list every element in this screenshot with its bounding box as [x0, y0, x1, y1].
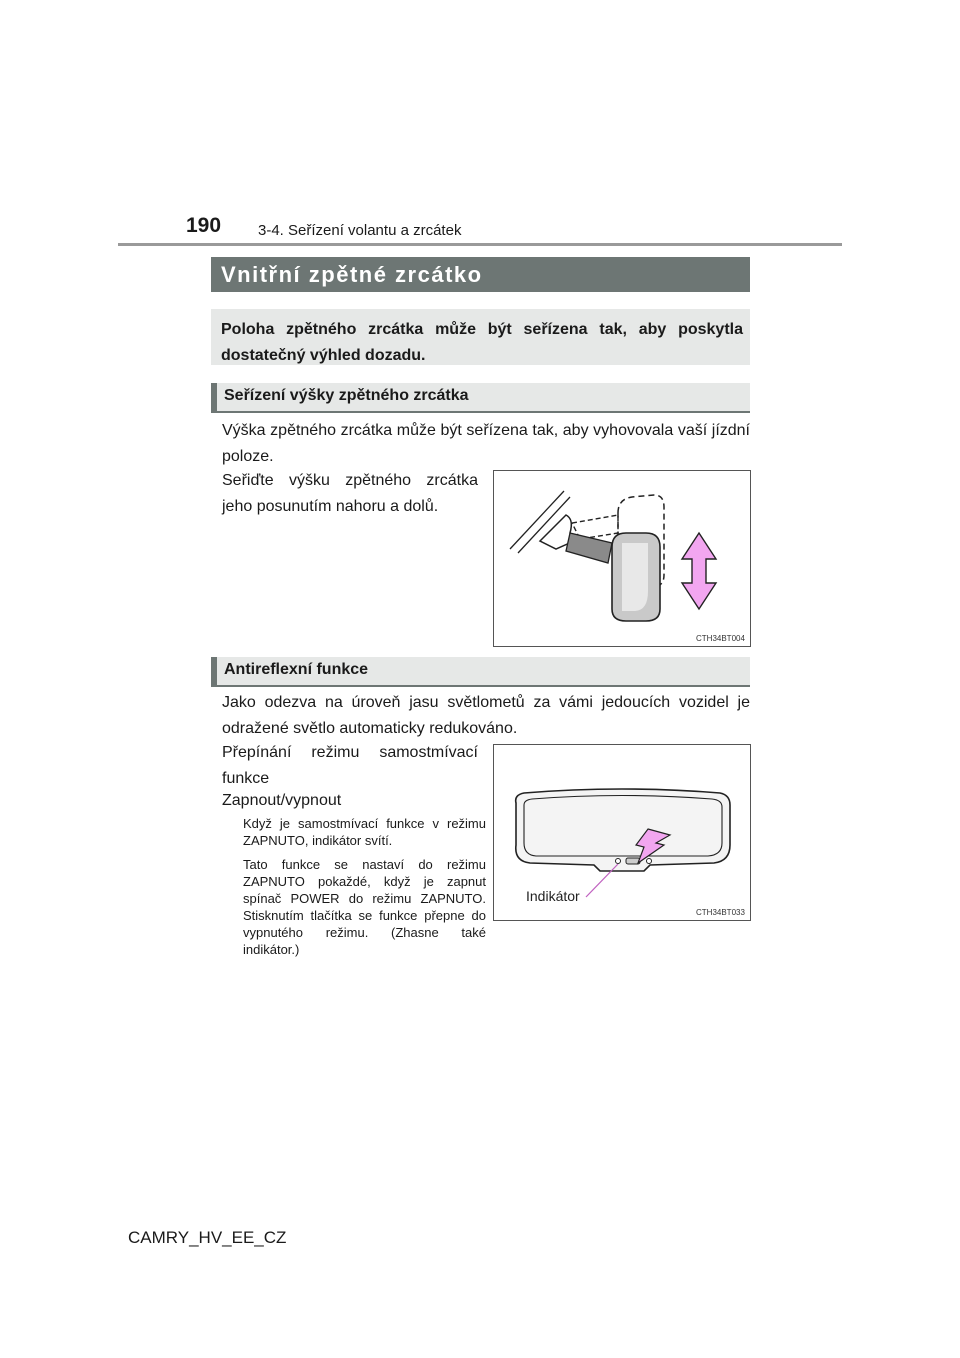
antiglare-on-off: Zapnout/vypnout — [222, 792, 342, 809]
header-divider — [118, 243, 842, 246]
antiglare-note-indicator: Když je samostmívací funkce v režimu ZAPNUTO, indikátor svítí. — [243, 816, 486, 848]
section-breadcrumb: 3-4. Seřízení volantu a zrcátek — [258, 222, 462, 239]
antiglare-note-power: Tato funkce se nastaví do režimu ZAPNUTO pokaždé, když je zapnut spínač POWER do režimu ZAPNUTO. Stisknutím tlačítka se funkce přepne do vypnutého režimu. (Zhasne také indikátor.) — [243, 857, 486, 957]
indicator-label: Indikátor — [526, 888, 580, 904]
antiglare-heading-text: Antireflexní funkce — [224, 661, 369, 678]
mirror-antiglare-figure — [493, 744, 751, 921]
antiglare-description: Jako odezva na úroveň jasu světlometů za vámi jedoucích vozidel je odražené světlo automaticky redukováno. — [222, 694, 750, 737]
page-title: Vnitřní zpětné zrcátko — [221, 262, 483, 287]
page-number: 190 — [186, 214, 222, 237]
height-adjust-description: Výška zpětného zrcátka může být seřízena tak, aby vyhovovala vaší jízdní poloze. — [222, 422, 750, 465]
height-adjust-instruction: Seřiďte výšku zpětného zrcátka jeho posunutím nahoru a dolů. — [222, 472, 478, 515]
height-adjust-heading — [211, 383, 750, 411]
intro-box — [211, 309, 750, 365]
mirror-height-illustration — [494, 471, 750, 646]
mirror-antiglare-illustration — [494, 745, 750, 920]
document-code-footer: CAMRY_HV_EE_CZ — [128, 1228, 287, 1247]
figure-code: CTH34BT033 — [696, 908, 745, 917]
figure-code: CTH34BT004 — [696, 634, 745, 643]
page-title-bar — [211, 257, 750, 292]
mirror-height-figure — [493, 470, 751, 647]
height-adjust-heading-text: Seřízení výšky zpětného zrcátka — [224, 387, 469, 404]
intro-text: Poloha zpětného zrcátka může být seřízena tak, aby poskytla dostatečný výhled dozadu. — [221, 321, 743, 364]
antiglare-heading — [211, 657, 750, 685]
antiglare-mode-switch: Přepínání režimu samostmívací funkce — [222, 744, 478, 787]
